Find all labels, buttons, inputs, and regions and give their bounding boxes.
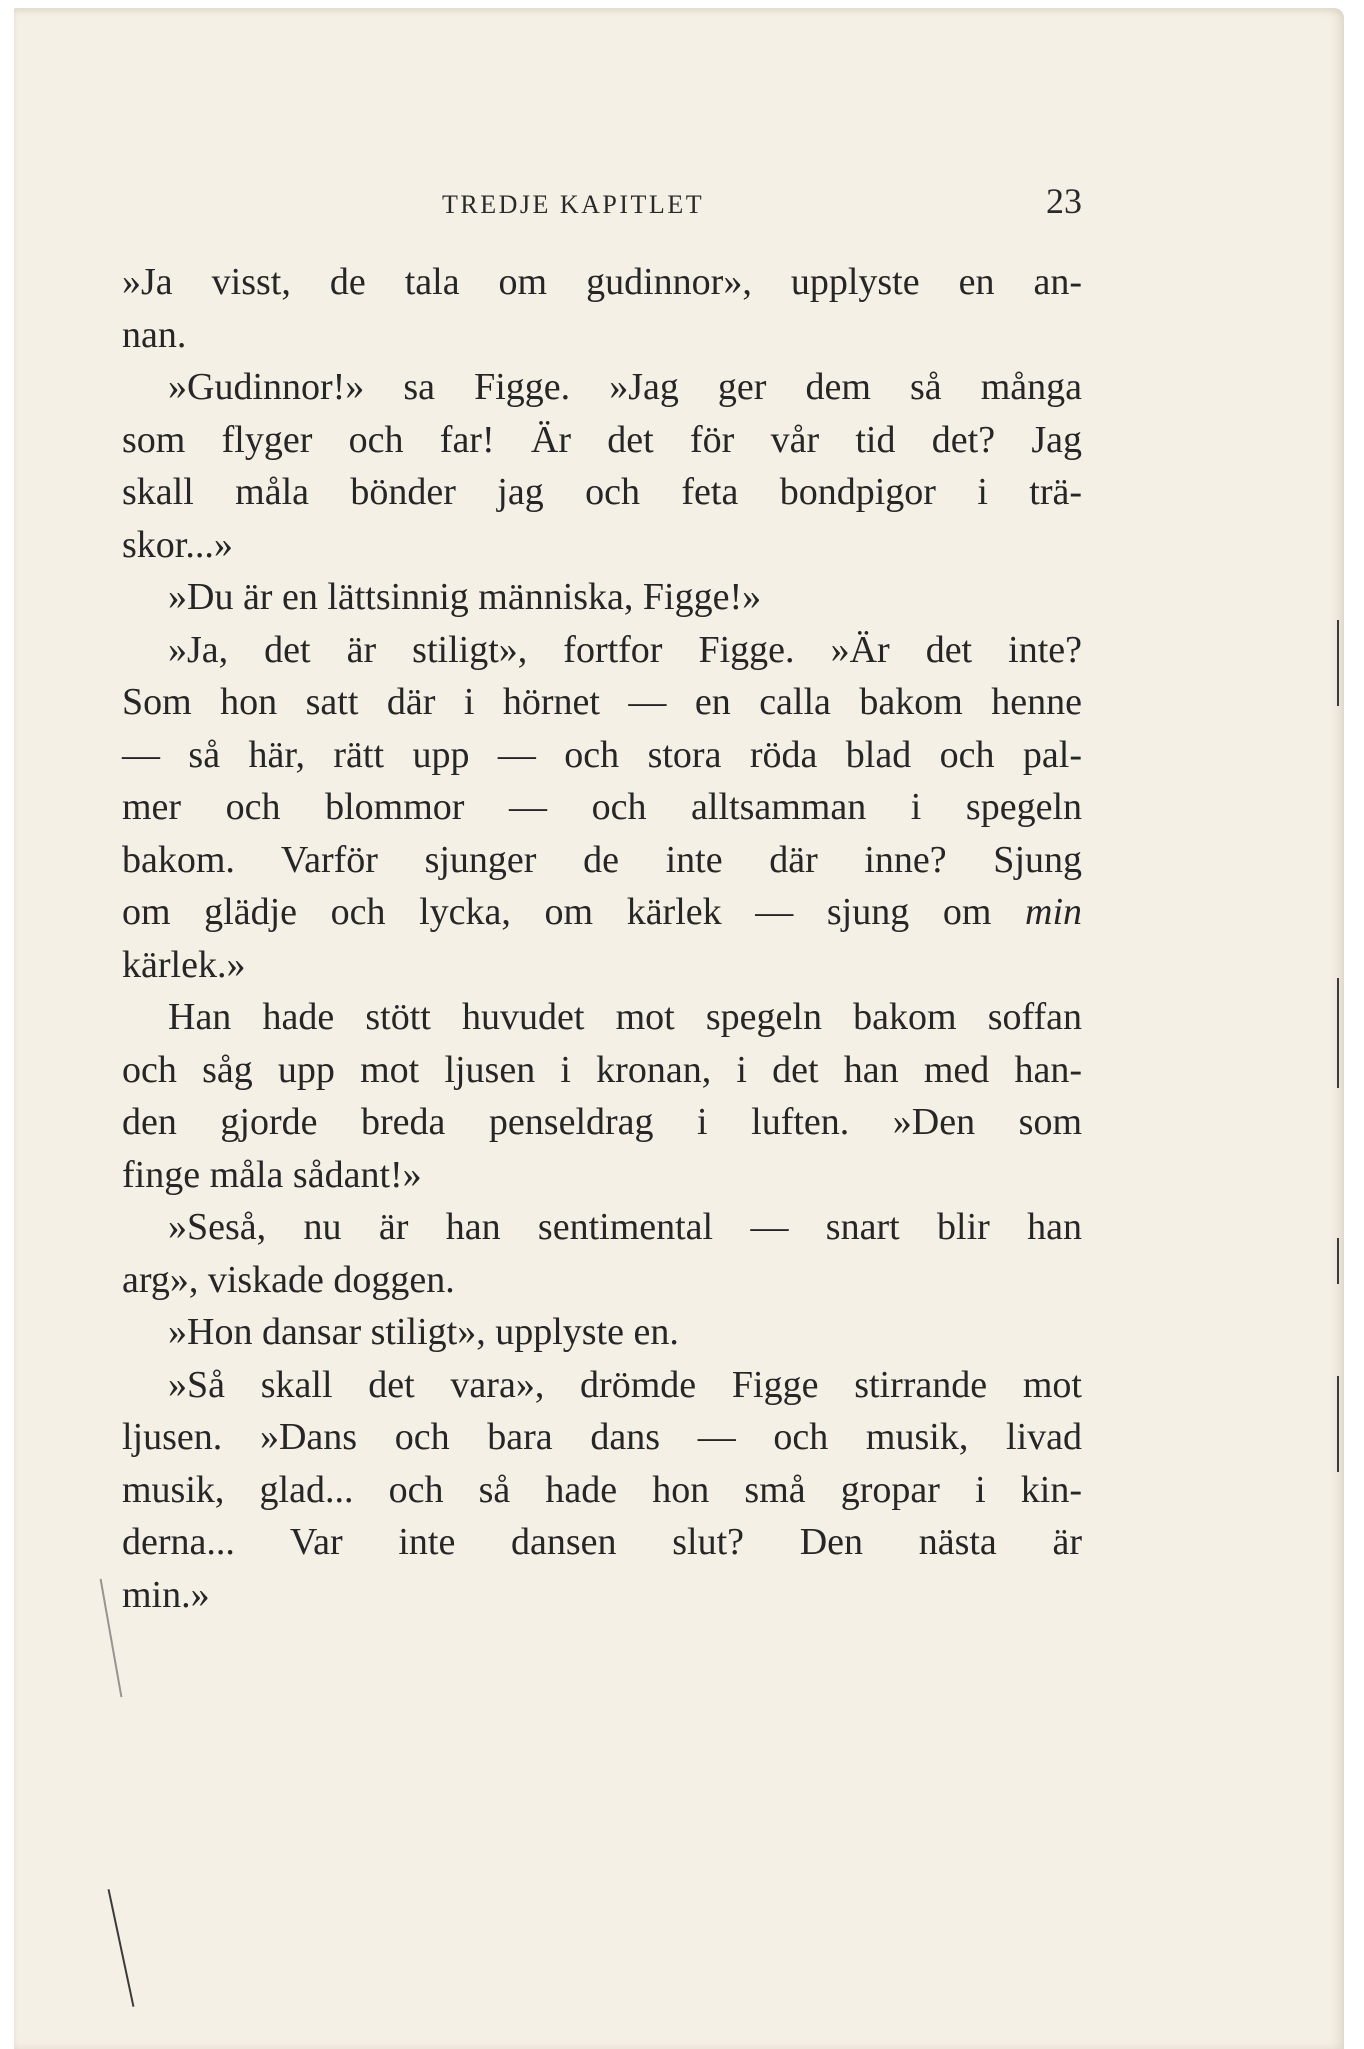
text-line: nan.: [122, 313, 187, 356]
text-line: »Gudinnor!» sa Figge. »Jag ger dem så många: [168, 366, 1082, 408]
text-line: »Seså, nu är han sentimental — snart blir han: [168, 1206, 1082, 1248]
text-line: [122, 886, 1082, 939]
page-number: 23: [1046, 181, 1082, 221]
running-head: TREDJE KAPITLET: [442, 190, 705, 219]
page-edge-mark: [1337, 620, 1339, 706]
text-line-start: om glädje och lycka, om kärlek — sjung om: [122, 891, 1025, 933]
text-line: och såg upp mot ljusen i kronan, i det han med han-: [122, 1048, 1082, 1091]
page-edge-mark: [100, 1579, 123, 1698]
body-text: [122, 256, 1082, 1621]
text-line: som flyger och far! Är det för vår tid det? Jag: [122, 418, 1082, 461]
text-line: »Ja visst, de tala om gudinnor», upplyste en an-: [122, 261, 1082, 303]
text-line: finge måla sådant!»: [122, 1153, 422, 1196]
text-line: musik, glad... och så hade hon små gropar i kin-: [122, 1468, 1082, 1511]
page-edge-mark: [1337, 1376, 1339, 1472]
text-line: arg», viskade doggen.: [122, 1258, 455, 1301]
text-line: — så här, rätt upp — och stora röda blad och pal-: [122, 733, 1082, 776]
page-edge-mark: [1337, 978, 1339, 1088]
text-line: kärlek.»: [122, 943, 246, 986]
text-line: »Så skall det vara», drömde Figge stirrande mot: [168, 1363, 1082, 1406]
text-line: derna... Var inte dansen slut? Den nästa är: [122, 1521, 1082, 1563]
text-line: mer och blommor — och alltsamman i spegeln: [122, 786, 1082, 828]
text-line: skor...»: [122, 523, 233, 566]
page-edge-mark: [1337, 1238, 1339, 1284]
book-page: [14, 8, 1344, 2049]
text-line: den gjorde breda penseldrag i luften. »Den som: [122, 1101, 1082, 1143]
text-line: ljusen. »Dans och bara dans — och musik, livad: [122, 1416, 1082, 1458]
page-edge-mark: [108, 1889, 135, 2007]
text-line: Han hade stött huvudet mot spegeln bakom soffan: [168, 996, 1082, 1038]
text-line: bakom. Varför sjunger de inte där inne? Sjung: [122, 838, 1082, 881]
text-line: skall måla bönder jag och feta bondpigor i trä-: [122, 471, 1082, 513]
emphasized-word: min: [1025, 891, 1082, 933]
text-line: »Ja, det är stiligt», fortfor Figge. »Är det inte?: [168, 628, 1082, 671]
text-line: »Hon dansar stiligt», upplyste en.: [168, 1311, 679, 1353]
text-line: min.»: [122, 1573, 210, 1616]
text-line: Som hon satt där i hörnet — en calla bakom henne: [122, 681, 1082, 723]
text-line: »Du är en lättsinnig människa, Figge!»: [168, 576, 762, 618]
page-header: [122, 180, 1082, 240]
